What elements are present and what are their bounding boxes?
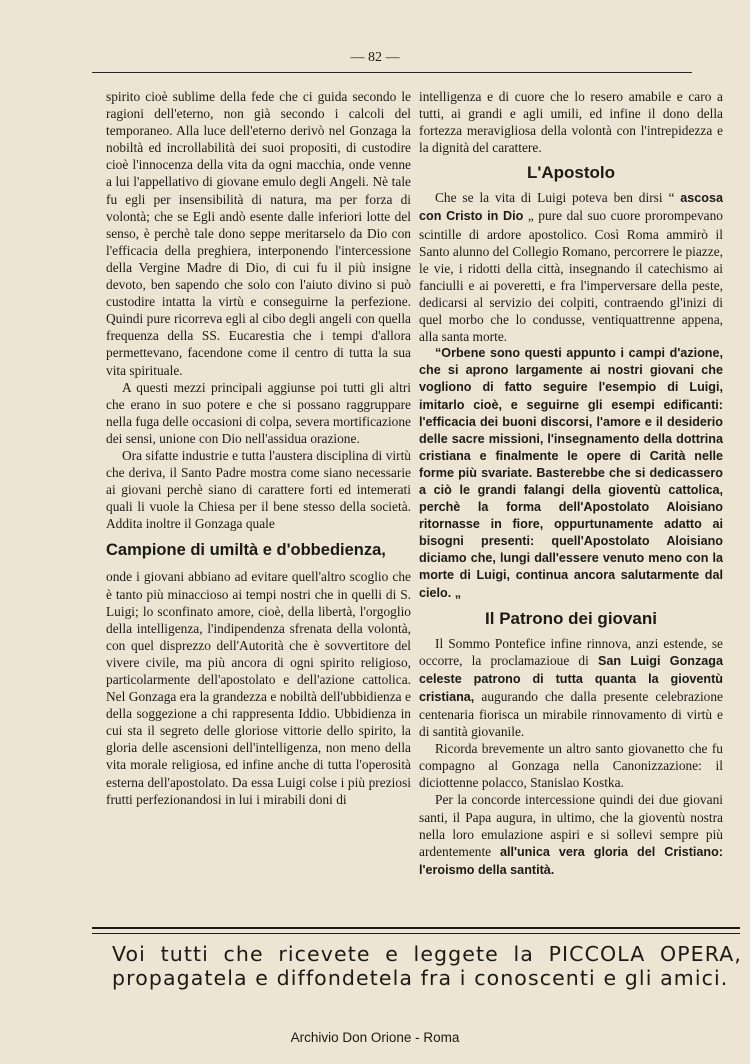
- left-column: [106, 88, 411, 808]
- bold-phrase: ascosa con Cristo in Dio: [419, 191, 723, 224]
- promo-banner: Voi tutti che ricevete e leggete la PICCOLA OPERA, propagatela e diffondetela fra i conoscenti e gli amici.: [112, 942, 742, 990]
- text-run: Per la concorde intercessione quindi dei due giovani santi, il Papa augura, in ultimo, che la gioventù nostra nella loro emulazione aspiri e si sollevi sempre più ardentemente: [419, 792, 723, 859]
- right-column: [419, 88, 723, 879]
- archive-footer: Archivio Don Orione - Roma: [290, 1030, 460, 1045]
- section-heading-patron: Il Patrono dei giovani: [485, 608, 657, 628]
- section-heading-apostle: L'Apostolo: [526, 163, 616, 183]
- bottom-rule-thin: [92, 933, 740, 934]
- right-paragraph-1: intelligenza e di cuore che lo resero amabile e caro a tutti, ai grandi e agli umili, ed infine il dono della fortezza meravigliosa della volontà con l'intrepidezza e la dignità del carattere.: [419, 89, 723, 156]
- bold-phrase: all'unica vera gloria del Cristiano: l'eroismo della santità.: [419, 844, 724, 877]
- left-paragraph-2: A questi mezzi principali aggiunse poi tutti gli altri che erano in suo potere e che si possano raggruppare nella fuga delle occasioni di colpa, severa mortificazione dei sensi, unione con Dio nell'assidua orazione.: [106, 379, 411, 446]
- right-paragraph-4: [419, 635, 723, 741]
- left-paragraph-3: Ora sifatte industrie e tutta l'austera disciplina di virtù che deriva, il Santo Padre mostra come siano necessarie ai giovani perchè siano di carattere forti ed intemerati quali li vuole la Chiesa per il bene stesso della società. Addita inoltre il Gonzaga quale: [106, 447, 411, 532]
- right-paragraph-6: [419, 791, 723, 878]
- text-run: augurando che dalla presente celebrazione centenaria fiorisca un mirabile rinnovamento di virtù e di santità giovanile.: [419, 688, 723, 740]
- right-paragraph-5: Ricorda brevemente un altro santo giovanetto che fu compagno al Gonzaga nella Canonizzazione: il diciottenne polacco, Stanislao Kostka.: [419, 741, 723, 791]
- bold-phrase: San Luigi Gonzaga celeste patrono di tutta quanta la gioventù cristiana,: [419, 653, 723, 704]
- top-rule: [92, 72, 692, 73]
- text-run: Il Sommo Pontefice infine rinnova, anzi estende, se occorre, la proclamazioue di: [419, 635, 723, 668]
- left-paragraph-4: onde i giovani abbiano ad evitare quell'altro scoglio che è tanto più minaccioso ai tempi nostri che in quelli di S. Luigi; lo sconfinato amore, cioè, della libertà, l'orgoglio della intelligenza, l'indipendenza sfrenata della volontà, con quel disprezzo dell'Autorità che è sovvertitore del vivere civile, ma più ancora di ogni spirito religioso, particolarmente dell'apostolato e dell'azione cattolica. Nel Gonzaga era la grandezza e nobiltà dell'ubbidienza e della soggezione a chi rappresenta Iddio. Ubbidienza in cui sta il segreto delle gloriose vittorie dello spirito, la gloria delle ascensioni dell'intelligenza, non meno della vita morale religiosa, ed infine anche di tutta l'operosità esterna dell'apostolato. Da essa Luigi colse i più preziosi frutti perfezionandosi in lui i mirabili doni di: [106, 569, 411, 807]
- bottom-rule-thick: [92, 927, 740, 929]
- page-number: — 82 —: [350, 50, 400, 65]
- right-paragraph-2: [419, 189, 723, 345]
- papal-quote-paragraph: “Orbene sono questi appunto i campi d'azione, che si aprono largamente ai nostri giovani che vogliono di fatto seguire l'esempio di Luigi, imitarlo cioè, e seguirne gli esempi edificanti: l'efficacia dei buoni discorsi, l'amore e il desiderio delle sacre missioni, l'insegnamento della dottrina cristiana e finalmente le opere di Carità nelle forme più svariate. Basterebbe che si dedicassero a ciò le grandi falangi della gioventù cattolica, perchè la forma dell'Apostolato Aloisiano ritornasse in fiore, oppurtunamente adatto ai bisogni presenti: quell'Apostolato Aloisiano diciamo che, lungi dall'essere venuto meno con la morte di Luigi, continua ancora salutarmente dal cielo. „: [419, 346, 723, 600]
- text-run: Che se la vita di Luigi poteva ben dirsi “: [435, 190, 675, 206]
- left-paragraph-1: spirito cioè sublime della fede che ci guida secondo le ragioni dell'eterno, non già secondo i calcoli del temporaneo. Alla luce dell'eterno derivò nel Gonzaga la nobiltà ed incrollabilità dei suoi propositi, di custodire cioè l'innocenza della vita da ogni macchia, onde venne a lui l'appellativo di giovane emulo degli Angeli. Nè tale fu egli per insensibilità di natura, ma per forza di volontà; che se Egli andò esente dalle inferiori lotte del senso, è perchè tale dono seppe meritarselo da Dio con l'efficacia della preghiera, interponendo l'intercessione della Vergine Madre di Dio, di cui fu il più insigne devoto, ben sapendo che solo con l'aiuto divino si può custodire intatta la virtù e conseguirne la perfezione. Quindi pure ricorreva egli al cibo degli angeli con quella frequenza della SS. Eucarestia che i tempi d'allora permettevano, facendone come il centro di tutta la sua vita spirituale.: [106, 89, 411, 378]
- section-heading-humility: Campione di umiltà e d'obbedienza,: [106, 541, 386, 560]
- text-run: „ pure dal suo cuore prorompevano scintille di ardore apostolico. Così Roma ammirò il Santo alunno del Collegio Romano, percorrere le piazze, le vie, i ridotti della città, insegnando il catechismo ai fanciulli e ai poveretti, e fra l'imperversare della peste, dedicarsi al servizio dei colpiti, contraendo gl'inizi di quel morbo che lo condusse, ventiquattrenne appena, alla santa morte.: [419, 208, 723, 345]
